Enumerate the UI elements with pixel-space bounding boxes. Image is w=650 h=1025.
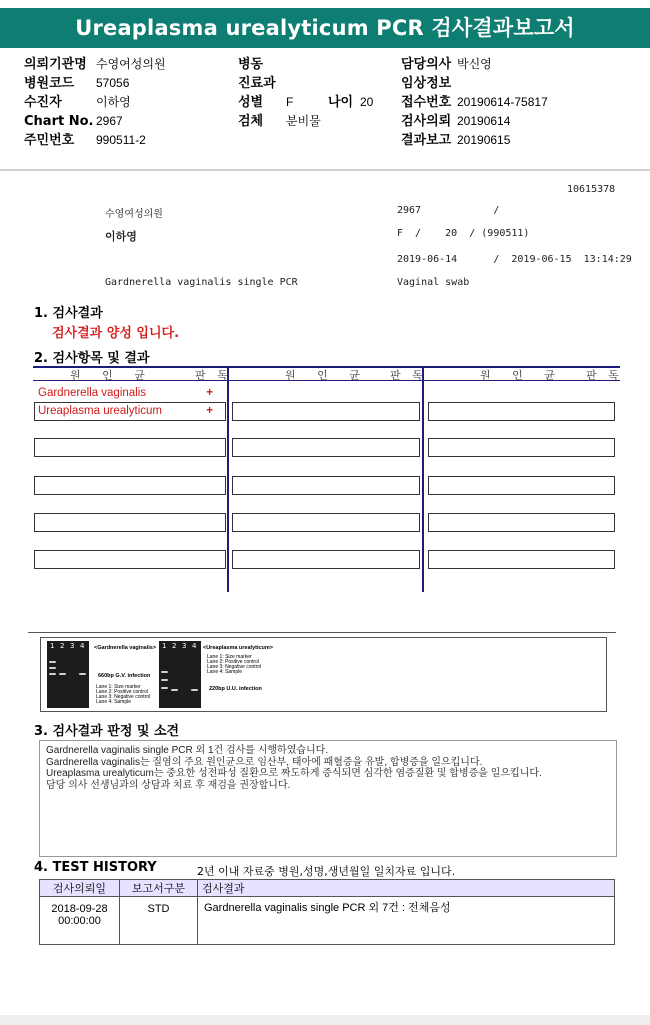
gel-title: <Ureaplasma urealyticum>: [203, 645, 274, 651]
results-grid-divider: [227, 366, 229, 592]
divider: [28, 632, 616, 633]
divider: [0, 169, 650, 171]
header-label: 의뢰기관명: [24, 57, 87, 72]
slip-code: 10615378: [567, 184, 616, 195]
gel-legend: Lane 2: Positive control: [207, 659, 259, 665]
judgement-mark: +: [206, 405, 213, 417]
lane-number: 4: [80, 642, 85, 650]
empty-cell: [232, 513, 420, 532]
header-label: 검사의뢰: [401, 114, 452, 129]
slip-clinic: 수영여성의원: [105, 209, 163, 220]
gel-band-label: 220bp U.U. infection: [209, 686, 262, 692]
gel-photo: [159, 641, 201, 708]
opinion-line: 담당 의사 선생님과의 상담과 치료 후 재검을 권장합니다.: [46, 779, 291, 791]
history-note: 2년 이내 자료중 병원,성명,생년월일 일치자료 입니다.: [197, 865, 456, 878]
section-2-title: 2. 검사항목 및 결과: [34, 351, 150, 366]
header-label: 검체: [238, 114, 264, 129]
lane-number: 3: [182, 642, 187, 650]
gel-legend: Lane 3: Negative control: [96, 694, 151, 700]
gel-band-label: 660bp G.V. infection: [98, 673, 151, 679]
lane-number: 4: [192, 642, 197, 650]
header-label: 진료과: [238, 76, 276, 91]
empty-cell: [232, 402, 420, 421]
empty-cell: [428, 513, 615, 532]
slip-test: Gardnerella vaginalis single PCR: [105, 277, 298, 288]
opinion-line: Gardnerella vaginalis는 질염의 주요 원인균으로 임산부, 태아에 패혈증을 유발, 합병증을 일으킵니다.: [46, 756, 483, 768]
gel-legend: Lane 3: Negative control: [207, 664, 262, 670]
col-header-pathogen: 원 인 균: [285, 369, 369, 382]
gel-legend: Lane 1: Size marker: [207, 654, 252, 660]
gel-band: [191, 689, 198, 691]
empty-cell: [232, 550, 420, 569]
empty-cell: [428, 550, 615, 569]
slip-patient: 이하영: [105, 230, 137, 243]
pathogen-name: Ureaplasma urealyticum: [38, 405, 162, 417]
gel-legend: Lane 2: Positive control: [96, 689, 148, 695]
gel-band: [49, 661, 56, 663]
slip-dates: 2019-06-14 / 2019-06-15 13:14:29: [397, 254, 632, 265]
header-age: [328, 94, 373, 111]
section-3-title: 3. 검사결과 판정 및 소견: [34, 724, 180, 739]
header-label: 임상정보: [401, 76, 452, 91]
header-label: 수진자: [24, 95, 62, 110]
header-col-1: [24, 56, 166, 151]
header-label: 성별: [238, 95, 264, 110]
header-label: 병원코드: [24, 76, 75, 91]
header-value: 990511-2: [96, 133, 146, 147]
history-result: Gardnerella vaginalis single PCR 외 7건 : 전체음성: [198, 897, 615, 945]
report-title: Ureaplasma urealyticum PCR 검사결과보고서: [0, 8, 650, 48]
lane-number: 2: [60, 642, 65, 650]
header-label: 접수번호: [401, 95, 452, 110]
col-header-judgement: 판 독: [390, 369, 427, 382]
header-value: F: [286, 95, 294, 109]
opinion-line: Gardnerella vaginalis single PCR 외 1건 검사를 시행하였습니다.: [46, 745, 329, 756]
col-header-judgement: 판 독: [195, 369, 232, 382]
header-value: 20: [360, 95, 374, 109]
lane-number: 1: [50, 642, 55, 650]
empty-cell: [34, 476, 226, 495]
empty-cell: [34, 550, 226, 569]
header-value: 2967: [96, 114, 123, 128]
gel-band: [171, 689, 178, 691]
pathogen-name: Gardnerella vaginalis: [38, 387, 147, 399]
gel-legend: Lane 4: Sample: [96, 699, 132, 705]
gel-band: [49, 667, 56, 669]
gel-band: [161, 671, 168, 673]
history-date-cell: [40, 897, 120, 945]
gel-legend: Lane 4: Sample: [207, 669, 243, 675]
header-label: 나이: [328, 95, 354, 110]
history-col-date: 검사의뢰일: [40, 880, 120, 897]
header-value: 57056: [96, 76, 130, 90]
empty-cell: [428, 402, 615, 421]
result-row: [34, 402, 226, 421]
section-4-title: 4. TEST HISTORY: [34, 860, 157, 875]
lane-number: 1: [162, 642, 167, 650]
judgement-mark: +: [206, 387, 213, 399]
result-summary: 검사결과 양성 입니다.: [52, 326, 180, 341]
header-label: 병동: [238, 57, 264, 72]
lane-number: 2: [172, 642, 177, 650]
section-1-title: 1. 검사결과: [34, 306, 103, 321]
history-date: 2018-09-28: [51, 903, 108, 915]
empty-cell: [428, 476, 615, 495]
header-label: 담당의사: [401, 57, 452, 72]
col-header-judgement: 판 독: [586, 369, 623, 382]
col-header-pathogen: 원 인 균: [70, 369, 154, 382]
header-col-2: [238, 56, 321, 132]
gel-title: <Gardnerella vaginalis>: [94, 645, 157, 651]
slip-sex-age: F / 20 / (990511): [397, 228, 530, 239]
header-value: 박신영: [457, 57, 492, 71]
slip-specimen: Vaginal swab: [397, 277, 470, 288]
result-row: [34, 384, 226, 403]
col-header-pathogen: 원 인 균: [480, 369, 564, 382]
header-col-3: [401, 56, 548, 151]
header-value: 이하영: [96, 95, 131, 109]
history-table: [39, 879, 615, 945]
header-value: 수영여성의원: [96, 57, 166, 71]
gel-band: [49, 673, 56, 675]
gel-band: [161, 687, 168, 689]
history-time: 00:00:00: [58, 915, 101, 927]
empty-cell: [34, 438, 226, 457]
history-type: STD: [120, 897, 198, 945]
header-value: 20190614: [457, 114, 511, 128]
header-value: 분비물: [286, 114, 321, 128]
header-label: 주민번호: [24, 133, 75, 148]
lane-number: 3: [70, 642, 75, 650]
header-label: Chart No.: [24, 114, 94, 129]
history-col-result: 검사결과: [198, 880, 615, 897]
empty-cell: [232, 476, 420, 495]
gel-band: [79, 673, 86, 675]
empty-cell: [232, 438, 420, 457]
empty-cell: [428, 438, 615, 457]
header-label: 결과보고: [401, 133, 452, 148]
footer-bar: [0, 1015, 650, 1025]
header-value: 20190614-75817: [457, 95, 548, 109]
slip-chart-line: 2967 /: [397, 205, 500, 216]
opinion-line: Ureaplasma urealyticum는 중요한 성전파성 질환으로 짜도하게 증식되면 심각한 염증질환 및 합병증을 일으킵니다.: [46, 768, 542, 779]
gel-band: [59, 673, 66, 675]
history-row[interactable]: [40, 897, 615, 945]
results-grid-divider: [422, 366, 424, 592]
opinion-box: [39, 740, 617, 857]
history-col-type: 보고서구분: [120, 880, 198, 897]
header-value: 20190615: [457, 133, 511, 147]
gel-legend: Lane 1: Size marker: [96, 684, 141, 690]
gel-photo: [47, 641, 89, 708]
empty-cell: [34, 513, 226, 532]
history-header-row: [40, 880, 615, 897]
gel-band: [161, 679, 168, 681]
